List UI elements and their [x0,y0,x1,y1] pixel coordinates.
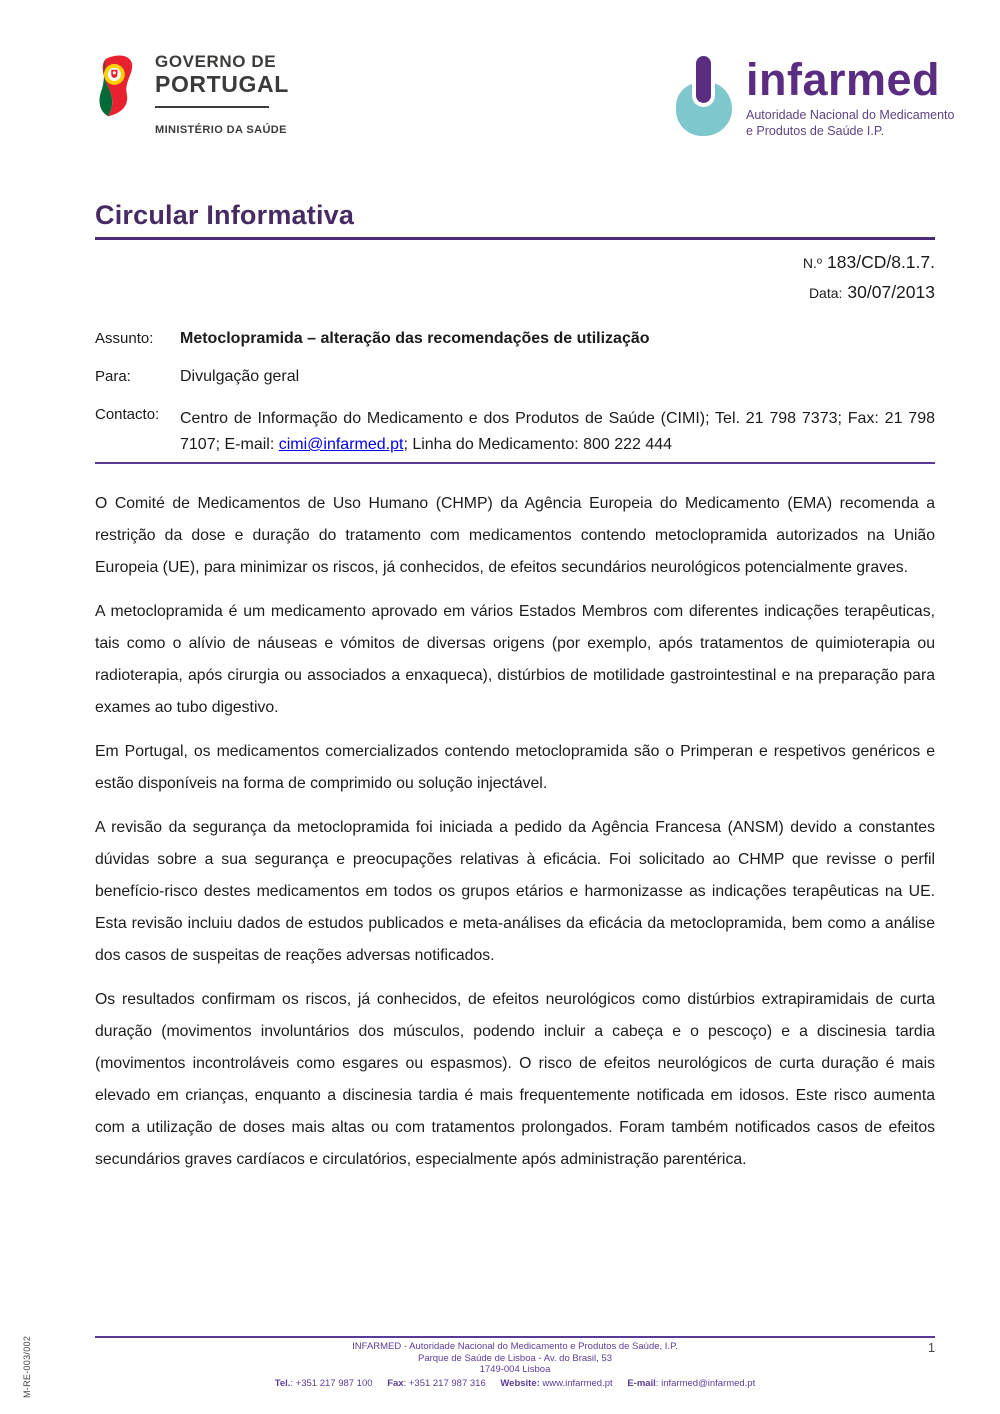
para-label: Para: [95,368,131,385]
footer-contacts [95,1378,935,1390]
footer-fax-label: Fax [387,1377,404,1389]
footer-line-2: Parque de Saúde de Lisboa - Av. do Brasil, 53 [417,1352,612,1364]
assunto-value: Metoclopramida – alteração das recomendações de utilização [180,330,650,347]
body-paragraph: Os resultados confirmam os riscos, já conhecidos, de efeitos neurológicos como distúrbios extrapiramidais de curta duração (movimentos involuntários dos músculos, podendo incluir a cabeça e o pescoço) e a discinesia tardia (movimentos incontroláveis como esgares ou espasmos). O risco de efeitos neurológicos de curta duração é mais elevado em crianças, enquanto a discinesia tardia é mais frequentemente notificada em idosos. Este risco aumenta com a utilização de doses mais altas ou com tratamentos prolongados. Foram também notificados casos de efeitos secundários graves cardíacos e circulatórios, especialmente após administração parentérica. [95,991,935,1168]
footer-tel-value: : +351 217 987 100 [290,1377,373,1389]
doc-code-vertical: M-RE-003/002 [22,1335,32,1398]
reference-date-label: Data: [808,285,843,301]
body-paragraph: Em Portugal, os medicamentos comercializados contendo metoclopramida são o Primperan e respetivos genéricos e estão disponíveis na forma de comprimido ou solução injectável. [95,743,935,792]
footer [95,1336,935,1389]
footer-website-value: www.infarmed.pt [539,1377,613,1389]
infarmed-tagline-line2: e Produtos de Saúde I.P. [746,124,885,138]
meta-row-assunto [95,330,935,348]
governo-portugal-logo [95,52,289,136]
page-title: Circular Informativa [95,200,355,230]
footer-line-1: INFARMED - Autoridade Nacional do Medicamento e Produtos de Saúde, I.P. [352,1341,678,1352]
para-value: Divulgação geral [180,368,300,385]
reference-date-value: 30/07/2013 [847,282,935,302]
infarmed-logo [676,56,954,140]
reference-number-value: 183/CD/8.1.7. [827,252,935,272]
meta-row-contacto [95,406,935,458]
footer-divider [95,1336,935,1338]
title-divider [95,237,935,240]
infarmed-mark-icon [676,56,734,140]
footer-website-label: Website: [500,1377,540,1389]
reference-date [803,282,935,303]
body-paragraph: A metoclopramida é um medicamento aprovado em vários Estados Membros com diferentes indicações terapêuticas, tais como o alívio de náuseas e vómitos de diversas origens (por exemplo, após tratamentos de quimioterapia ou radioterapia, após cirurgia ou associados a enxaqueca), distúrbios de motilidade gastrointestinal e na preparação para exames ao tubo digestivo. [95,603,935,716]
contacto-text-after: ; Linha do Medicamento: 800 222 444 [403,436,673,453]
footer-email-label: E-mail [627,1377,656,1389]
page-number: 1 [928,1341,935,1355]
meta-row-para [95,368,935,386]
body-text [95,488,935,1176]
footer-line-3: 1749-004 Lisboa [479,1364,551,1375]
footer-fax-value: : +351 217 987 316 [403,1377,486,1389]
reference-number [803,252,935,273]
contacto-text-before: Centro de Informação do Medicamento e dos Produtos de Saúde (CIMI); Tel. 21 798 7373; Fax: 21 798 7107; E-mail: [180,410,935,453]
assunto-label: Assunto: [95,330,154,347]
reference-block [803,252,935,312]
footer-email-value: : infarmed@infarmed.pt [655,1377,756,1389]
footer-tel-label: Tel. [274,1377,291,1389]
contact-email-link[interactable]: cimi@infarmed.pt [278,436,404,453]
body-paragraph: A revisão da segurança da metoclopramida foi iniciada a pedido da Agência Francesa (ANSM) devido a constantes dúvidas sobre a sua segurança e preocupações relativas à eficácia. Foi solicitado ao CHMP que revisse o perfil benefício-risco destes medicamentos em todos os grupos etários e harmonizasse as indicações terapêuticas na UE. Esta revisão incluiu dados de estudos publicados e meta-análises da eficácia da metoclopramida, bem como a análise dos casos de suspeitas de reações adversas notificados. [95,819,935,964]
reference-number-label: N.º [802,255,823,271]
contacto-label: Contacto: [95,406,160,423]
document-content [95,330,935,1188]
gov-logo-ministry: MINISTÉRIO DA SAÚDE [155,124,287,136]
gov-logo-line2: PORTUGAL [155,71,289,97]
portugal-flag-icon [95,52,143,136]
infarmed-logo-name: infarmed [746,54,941,105]
gov-logo-line1: GOVERNO DE [155,52,277,71]
body-paragraph: O Comité de Medicamentos de Uso Humano (CHMP) da Agência Europeia do Medicamento (EMA) recomenda a restrição da dose e duração do tratamento com medicamentos contendo metoclopramida autorizados na União Europeia (UE), para minimizar os riscos, já conhecidos, de efeitos secundários neurológicos potencialmente graves. [95,495,935,576]
gov-logo-divider [155,106,269,108]
header-divider [95,462,935,464]
contacto-value [180,406,935,458]
infarmed-tagline-line1: Autoridade Nacional do Medicamento [746,108,955,122]
